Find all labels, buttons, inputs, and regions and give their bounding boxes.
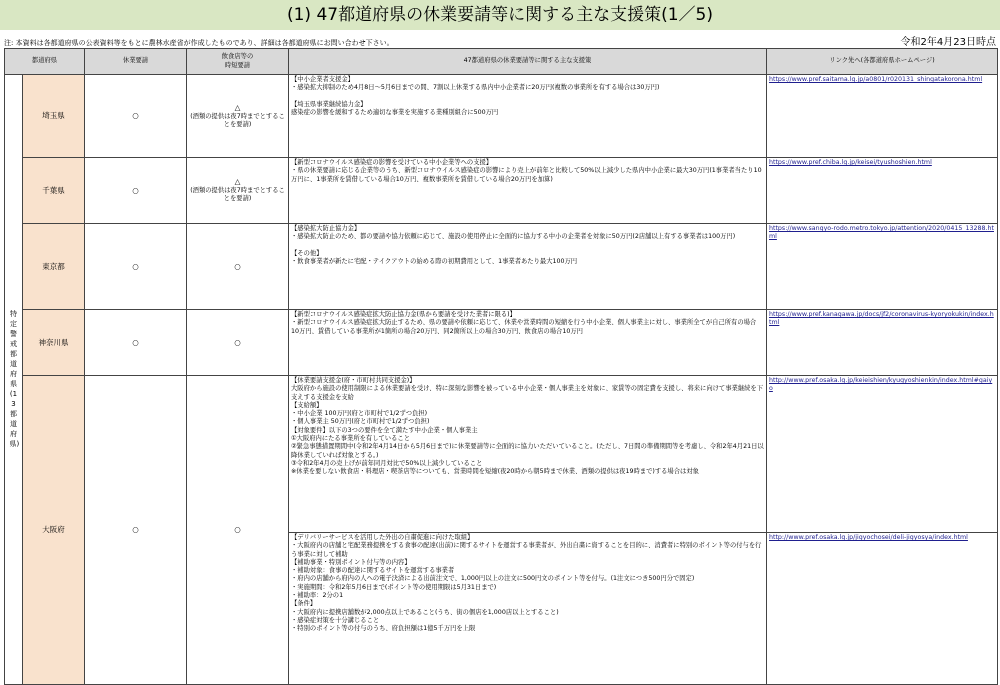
prefecture-link[interactable]: https://www.pref.kanagawa.jp/docs/jf2/coronavirus-kyoryokukin/index.html xyxy=(767,310,998,376)
prefecture-name: 千葉県 xyxy=(23,158,85,224)
table-row xyxy=(5,310,998,376)
measure-text: 【新型コロナウイルス感染症の影響を受けている中小企業等への支援】 ・県の休業要請に応じる企業等のうち、新型コロナウイルス感染症の影響により売上が前年と比較して50%以上減少した県内中小企業に最大30万円(1事業者当たり10万円に、1事業所を賃借している場合10万円、複数事業所を賃借している場合20万円を加算) xyxy=(289,158,767,224)
prefecture-link[interactable]: https://www.pref.chiba.lg.jp/keisei/tyushoshien.html xyxy=(767,158,998,224)
table-row xyxy=(5,224,998,310)
measure-text: 【感染拡大防止協力金】 ・感染拡大防止のため、都の要請や協力依頼に応じて、施設の使用停止に全面的に協力する中小の企業者を対象に50万円(2店舗以上有する事業者は100万円) 【その他】 ・飲食事業者が新たに宅配・テイクアウトの始める際の初期費用として、1事業者あたり最大100万円 xyxy=(289,224,767,310)
closure-mark: ○ xyxy=(85,224,187,310)
closure-mark: ○ xyxy=(85,310,187,376)
table-row xyxy=(5,376,998,533)
disclaimer-note: 注: 本資料は各都道府県の公表資料等をもとに農林水産省が作成したものであり、詳細は各都道府県にお問い合わせ下さい。 xyxy=(4,39,394,47)
header-prefecture: 都道府県 xyxy=(5,49,85,75)
prefecture-link[interactable]: http://www.pref.osaka.lg.jp/jigyochosei/deli-jigyosya/index.html xyxy=(767,533,998,685)
short-hours-mark: ○ xyxy=(187,376,289,685)
page-title: (1) 47都道府県の休業要請等に関する主な支援策(1／5) xyxy=(0,0,1000,30)
prefecture-link[interactable]: https://www.sangyo-rodo.metro.tokyo.jp/attention/2020/0415_13288.html xyxy=(767,224,998,310)
header-support-measures: 47都道府県の休業要請等に関する主な支援策 xyxy=(289,49,767,75)
as-of-date: 令和2年4月23日時点 xyxy=(900,37,996,48)
short-hours-mark: △ (酒類の提供は夜7時までとすることを要請) xyxy=(187,158,289,224)
support-measures-table xyxy=(4,48,998,685)
region-label-cell xyxy=(5,75,23,685)
table-row xyxy=(5,75,998,158)
short-hours-note: (酒類の提供は夜7時までとすることを要請) xyxy=(190,187,285,203)
prefecture-name: 神奈川県 xyxy=(23,310,85,376)
prefecture-name: 埼玉県 xyxy=(23,75,85,158)
prefecture-name: 東京都 xyxy=(23,224,85,310)
closure-mark: ○ xyxy=(85,158,187,224)
short-hours-note: (酒類の提供は夜7時までとすることを要請) xyxy=(190,112,285,128)
prefecture-link[interactable]: http://www.pref.osaka.lg.jp/keieishien/kyugyoshienkin/index.html#gaiyo xyxy=(767,376,998,533)
closure-mark: ○ xyxy=(85,376,187,685)
measure-text: 【新型コロナウイルス感染症拡大防止協力金(県から要請を受けた業者に限る)】 ・新型コロナウイルス感染症拡大防止するため、県の要請や依頼に応じて、休業や営業時間の短縮を行う中小企業、個人事業主に対し、事業所全てが自己所有の場合10万円、賃借している事業所が1箇所の場合20万円、同2箇所以上の場合30万円、飲食店の場合10万円 xyxy=(289,310,767,376)
measure-text: 【デリバリーサービスを活用した外出の自粛促進に向けた取組】 ・大阪府内の店舗と宅配業務提携をする食事の配達(出前)に関するサイトを運営する事業者が、外出自粛に資することを目的に、消費者に特別のポイント等の付与を行う事業に対して補助 【補助事業・特別ポイント付与等の内容】 ・補助対象：食事の配達に関するサイトを運営する事業者 ・府内の店舗から府内の人への電子決済による出前注文で、1,000円以上の注文に500円文のポイント等を付与。(1注文につき500円分で固定) ・実施期間：令和2年5月6日まで(ポイント等の使用期限は5月31日まで) ・補助率：2分の1 【条件】 ・大阪府内に提携店舗数が2,000点以上であること(うち、街の個店を1,000店以上とすること) ・感染症対策を十分講じること ・特別のポイント等の付与のうち、府負担額は1億5千万円を上限 xyxy=(289,533,767,685)
short-hours-mark: △ (酒類の提供は夜7時までとすることを要請) xyxy=(187,75,289,158)
short-hours-mark: ○ xyxy=(187,310,289,376)
region-label: 特定警戒都道府県(13都道府県) xyxy=(9,310,20,449)
table-header-row xyxy=(5,49,998,75)
header-link: リンク先へ(各都道府県ホームページ) xyxy=(767,49,998,75)
measure-text: 【中小企業者支援金】 ・感染拡大抑制のため4月8日～5月6日までの間、7割以上休業する県内中小企業者に20万円(複数の事業所を有する場合は30万円) 【埼玉県事業継続協力金】 感染症の影響を緩和するため適切な事業を実施する業種別組合に500万円 xyxy=(289,75,767,158)
short-hours-mark: ○ xyxy=(187,224,289,310)
prefecture-link[interactable]: https://www.pref.saitama.lg.jp/a0801/r020131_shingatakorona.html xyxy=(767,75,998,158)
prefecture-name: 大阪府 xyxy=(23,376,85,685)
header-closure-request: 休業要請 xyxy=(85,49,187,75)
measure-text: 【休業要請支援金(府・市町村共同支援金)】 大阪府から施設の使用制限による休業要請を受け、特に深刻な影響を被っている中小企業・個人事業主を対象に、家賃等の固定費を支援し、将来に向けて事業継続を下支えする支援金を支給 【支給額】 ・中小企業 100万円(府と市町村で1/2ずつ負担) ・個人事業主 50万円(府と市町村で1/2ずつ負担) 【対象要件】以下の3つの要件を全て満たす中小企業・個人事業主 ①大阪府内にたる事業所を有していること ②緊急事態措置期間中(令和2年4月14日から5月6日まで)に休業要請等に全面的に協力いただいていること。(ただし、7日間の準備期間等を考慮し、令和2年4月21日以降休業していれば対象とする。) ③令和2年4月の売上げが前年同月対比で50%以上減少していること ※休業を要しない飲食店・料理店・喫茶店等についても、営業時間を短縮(夜20時から朝5時まで休業、酒類の提供は夜19時まで)する場合は対象 xyxy=(289,376,767,533)
table-row xyxy=(5,158,998,224)
closure-mark: ○ xyxy=(85,75,187,158)
header-short-hours-request: 飲食店等の 時短要請 xyxy=(187,49,289,75)
